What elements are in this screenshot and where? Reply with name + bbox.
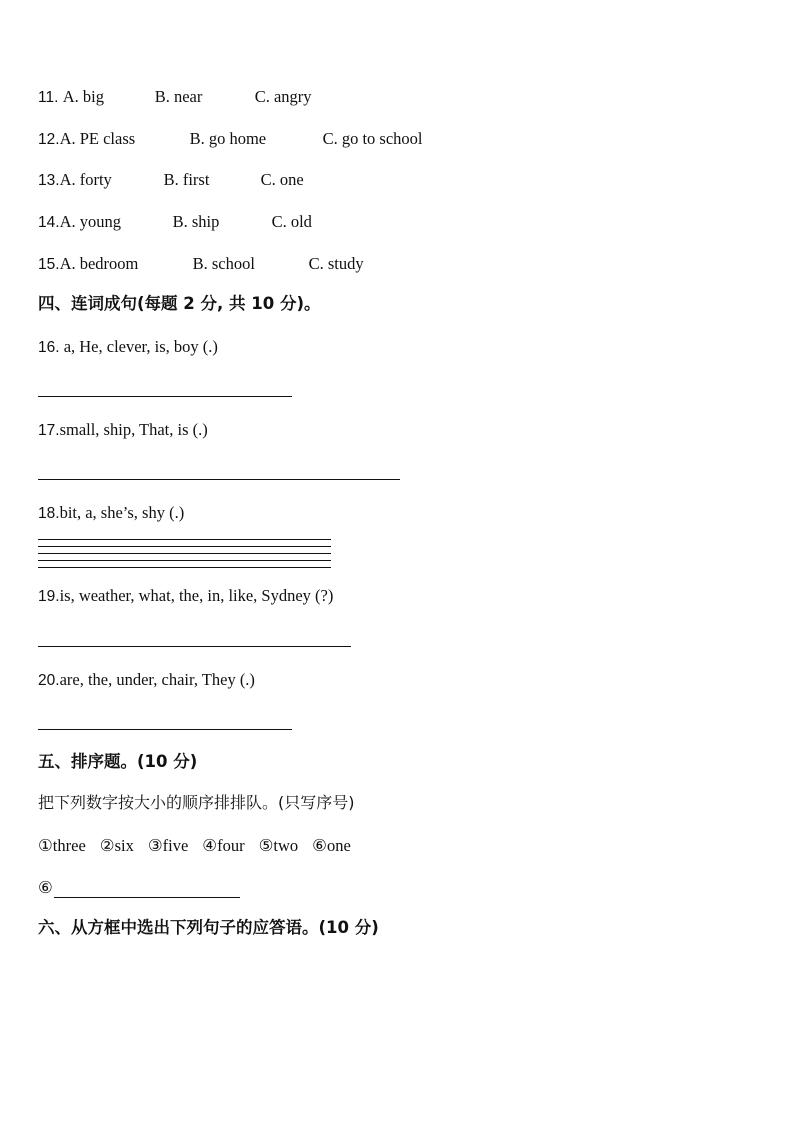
section-6-title: 六、从方框中选出下列句子的应答语。(10 分) xyxy=(38,918,379,937)
section-4-title: 四、连词成句(每题 2 分, 共 10 分)。 xyxy=(38,294,321,313)
answer-line-18e[interactable] xyxy=(38,567,331,568)
option-a: A. PE class xyxy=(59,129,136,148)
list-item xyxy=(148,836,188,855)
list-item xyxy=(38,836,86,855)
question-text: is, weather, what, the, in, like, Sydney (?) xyxy=(59,586,334,605)
number-word: five xyxy=(162,836,189,855)
question-number: 17. xyxy=(38,422,60,439)
question-number: 15. xyxy=(38,256,60,273)
list-item xyxy=(100,836,134,855)
question-15 xyxy=(38,254,364,275)
number-word-list xyxy=(38,836,365,856)
circled-number: ③ xyxy=(147,836,163,855)
answer-line-17[interactable] xyxy=(38,479,400,480)
question-number: 12. xyxy=(38,131,60,148)
question-number: 16. xyxy=(38,339,60,356)
answer-line-18c[interactable] xyxy=(38,553,331,554)
list-item xyxy=(202,836,244,855)
question-18 xyxy=(38,503,184,524)
option-a: A. forty xyxy=(59,170,112,189)
option-a: A. big xyxy=(62,87,104,106)
question-16 xyxy=(38,337,218,358)
question-number: 13. xyxy=(38,172,60,189)
answer-line-18d[interactable] xyxy=(38,560,331,561)
number-word: three xyxy=(52,836,86,855)
question-12 xyxy=(38,129,422,150)
question-11 xyxy=(38,87,312,108)
circled-number: ⑤ xyxy=(258,836,274,855)
option-c: C. one xyxy=(260,170,304,189)
question-14 xyxy=(38,212,312,233)
number-word: four xyxy=(217,836,245,855)
list-item xyxy=(259,836,299,855)
circled-number: ② xyxy=(99,836,115,855)
question-number: 19. xyxy=(38,588,60,605)
answer-prefix: ⑥ xyxy=(38,878,53,897)
question-text: bit, a, she’s, shy (.) xyxy=(59,503,185,522)
question-20 xyxy=(38,670,255,691)
ordering-answer xyxy=(38,878,240,898)
number-word: one xyxy=(326,836,351,855)
section-5-instruction: 把下列数字按大小的顺序排排队。(只写序号) xyxy=(38,793,355,812)
answer-line-16[interactable] xyxy=(38,396,292,397)
question-text: a, He, clever, is, boy (.) xyxy=(59,337,218,356)
circled-number: ④ xyxy=(202,836,218,855)
answer-line-18a[interactable] xyxy=(38,539,331,540)
number-word: six xyxy=(114,836,134,855)
answer-line-18b[interactable] xyxy=(38,546,331,547)
ordering-answer-blank[interactable] xyxy=(54,879,240,898)
question-number: 18. xyxy=(38,505,60,522)
question-19 xyxy=(38,586,333,607)
number-word: two xyxy=(273,836,299,855)
option-b: B. go home xyxy=(189,129,267,148)
option-b: B. ship xyxy=(172,212,220,231)
option-b: B. first xyxy=(163,170,210,189)
option-c: C. study xyxy=(308,254,364,273)
list-item xyxy=(312,836,351,855)
option-a: A. young xyxy=(59,212,121,231)
option-c: C. old xyxy=(271,212,312,231)
option-c: C. go to school xyxy=(322,129,423,148)
question-text: small, ship, That, is (.) xyxy=(59,420,208,439)
question-text: are, the, under, chair, They (.) xyxy=(59,670,255,689)
option-b: B. near xyxy=(154,87,203,106)
answer-line-19[interactable] xyxy=(38,646,351,647)
circled-number: ① xyxy=(38,836,53,855)
question-number: 20. xyxy=(38,672,60,689)
option-c: C. angry xyxy=(254,87,312,106)
question-17 xyxy=(38,420,208,441)
option-b: B. school xyxy=(192,254,255,273)
circled-number: ⑥ xyxy=(312,836,327,855)
question-number: 11. xyxy=(38,89,63,106)
option-a: A. bedroom xyxy=(59,254,139,273)
question-13 xyxy=(38,170,304,191)
section-5-title: 五、排序题。(10 分) xyxy=(38,752,198,771)
question-number: 14. xyxy=(38,214,60,231)
answer-line-20[interactable] xyxy=(38,729,292,730)
